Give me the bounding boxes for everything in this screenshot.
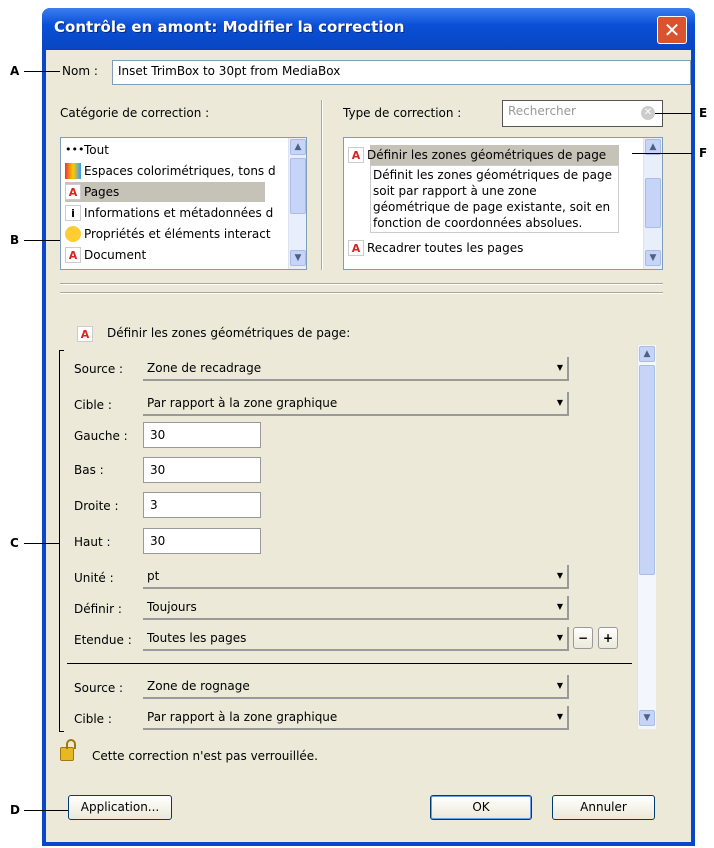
haut-label: Haut : [74, 535, 111, 549]
bas-label: Bas : [74, 463, 104, 477]
callout-line [24, 810, 68, 811]
settings-title: Définir les zones géométriques de page: [107, 326, 351, 340]
dropdown-arrow-icon: ▼ [556, 633, 563, 642]
scroll-down-icon[interactable]: ▼ [645, 250, 661, 266]
droite-label: Droite : [74, 499, 119, 513]
item-label: Recadrer toutes les pages [367, 241, 524, 255]
select-value: Zone de recadrage [147, 361, 262, 375]
type-label: Type de correction : [343, 106, 462, 120]
dropdown-arrow-icon: ▼ [556, 681, 563, 690]
comment-icon [65, 226, 81, 242]
clear-search-icon[interactable]: ✕ [641, 106, 655, 120]
dropdown-arrow-icon: ▼ [556, 571, 563, 580]
callout-line [632, 153, 692, 154]
cible2-label: Cible : [74, 712, 112, 726]
item-label: Définir les zones géométriques de page [367, 148, 607, 162]
settings-scrollbar[interactable] [637, 345, 656, 729]
info-icon: i [65, 205, 81, 221]
color-icon [65, 163, 81, 179]
scroll-down-icon[interactable]: ▼ [639, 710, 655, 726]
name-input[interactable]: Inset TrimBox to 30pt from MediaBox [112, 60, 691, 85]
cible2-select[interactable] [143, 706, 569, 730]
source-label: Source : [74, 362, 124, 376]
callout-line [24, 543, 60, 544]
pdf-icon: A [77, 326, 93, 342]
close-button[interactable]: ✕ [657, 16, 687, 44]
unlocked-icon [60, 747, 74, 761]
list-item[interactable] [65, 245, 146, 265]
group-bracket [59, 350, 64, 732]
item-label: Espaces colorimétriques, tons d [84, 164, 276, 178]
unite-select[interactable] [143, 565, 569, 589]
list-item[interactable] [348, 238, 523, 258]
search-input[interactable]: Rechercher [502, 100, 663, 127]
list-item-selected[interactable] [65, 182, 265, 202]
definir-select[interactable] [143, 596, 569, 620]
category-label: Catégorie de correction : [60, 106, 210, 120]
source-select[interactable] [143, 357, 569, 381]
lock-shackle [66, 739, 76, 749]
list-item[interactable] [65, 140, 109, 160]
dropdown-arrow-icon: ▼ [556, 398, 563, 407]
group-divider [67, 663, 632, 664]
scroll-up-icon[interactable]: ▲ [290, 139, 306, 155]
dots-icon: ••• [65, 143, 85, 156]
callout-d: D [10, 803, 20, 817]
scroll-down-icon[interactable]: ▼ [290, 250, 306, 266]
callout-line [655, 113, 692, 114]
list-item-selected[interactable] [348, 145, 606, 165]
callout-e: E [699, 106, 708, 120]
item-label: Pages [84, 185, 120, 199]
select-value: Zone de rognage [147, 679, 250, 693]
callout-a: A [10, 64, 20, 78]
select-value: Par rapport à la zone graphique [147, 710, 338, 724]
source2-label: Source : [74, 681, 124, 695]
pdf-icon: A [348, 147, 364, 163]
name-label: Nom : [62, 64, 98, 78]
category-list[interactable] [60, 137, 307, 270]
vertical-divider [321, 100, 323, 270]
definir-label: Définir : [74, 602, 122, 616]
type-list[interactable] [343, 137, 663, 270]
scroll-up-icon[interactable]: ▲ [645, 139, 661, 155]
item-label: Tout [84, 143, 109, 157]
bas-input[interactable]: 30 [143, 457, 261, 483]
ok-button[interactable]: OK [430, 795, 532, 820]
gauche-input[interactable]: 30 [143, 422, 261, 448]
gauche-label: Gauche : [74, 429, 128, 443]
callout-line [24, 240, 60, 241]
select-value: pt [147, 569, 160, 583]
cancel-button[interactable]: Annuler [552, 795, 655, 820]
scroll-thumb[interactable] [645, 178, 661, 228]
haut-input[interactable]: 30 [143, 528, 261, 554]
callout-c: C [10, 536, 19, 550]
document-icon: A [65, 247, 81, 263]
select-value: Toutes les pages [147, 631, 247, 645]
item-description: Définit les zones géométriques de page soit par rapport à une zone géométrique de page existante, soit en fonction de coordonnées absolues. [370, 165, 619, 233]
callout-line [24, 71, 60, 72]
list-item[interactable] [65, 203, 273, 223]
separator [60, 292, 663, 294]
droite-input[interactable]: 3 [143, 492, 261, 518]
cible-select[interactable] [143, 392, 569, 416]
item-label: Propriétés et éléments interact [84, 227, 271, 241]
scroll-thumb[interactable] [639, 365, 655, 575]
list-item[interactable] [65, 161, 276, 181]
callout-b: B [10, 233, 20, 247]
add-button[interactable]: + [598, 627, 618, 649]
list-item[interactable] [65, 224, 271, 244]
etendue-select[interactable] [143, 627, 569, 651]
unite-label: Unité : [74, 571, 114, 585]
category-scrollbar[interactable] [288, 138, 307, 269]
item-label: Informations et métadonnées d [84, 206, 274, 220]
source2-select[interactable] [143, 675, 569, 699]
select-value: Toujours [147, 600, 197, 614]
pdf-icon: A [348, 240, 364, 256]
cible-label: Cible : [74, 398, 112, 412]
type-scrollbar[interactable] [643, 138, 662, 269]
item-label: Document [84, 248, 147, 262]
dropdown-arrow-icon: ▼ [556, 363, 563, 372]
callout-f: F [699, 146, 708, 160]
dropdown-arrow-icon: ▼ [556, 712, 563, 721]
remove-button[interactable]: − [573, 627, 593, 649]
scroll-thumb[interactable] [290, 158, 306, 214]
pdf-icon: A [65, 184, 81, 200]
separator [60, 283, 663, 285]
lock-status-text: Cette correction n'est pas verrouillée. [92, 749, 318, 763]
scroll-up-icon[interactable]: ▲ [639, 346, 655, 362]
window-title: Contrôle en amont: Modifier la correction [54, 18, 405, 36]
etendue-label: Etendue : [74, 633, 132, 647]
application-button[interactable]: Application... [68, 795, 172, 820]
select-value: Par rapport à la zone graphique [147, 396, 338, 410]
dropdown-arrow-icon: ▼ [556, 602, 563, 611]
